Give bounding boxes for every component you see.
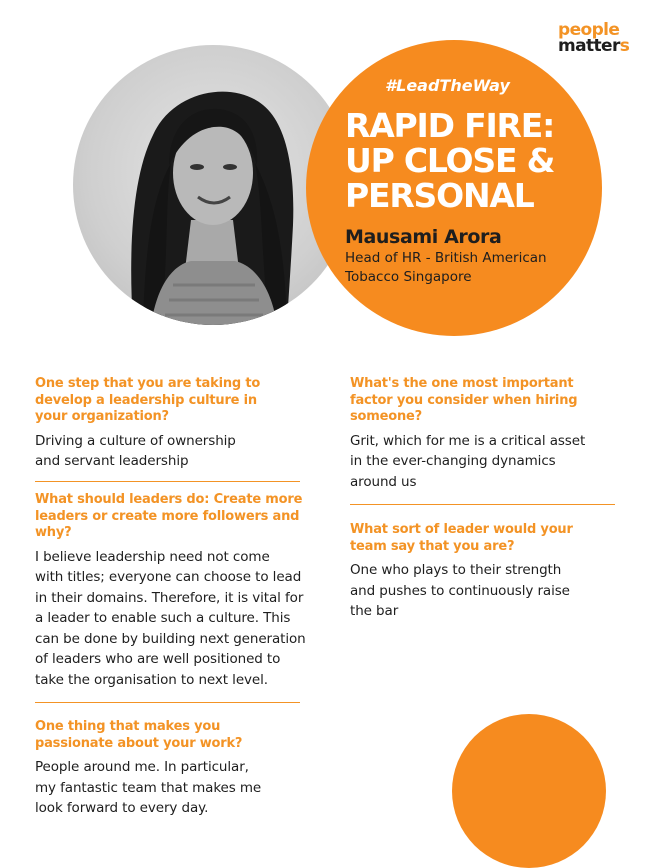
answer-line: Driving a culture of ownership [35, 432, 236, 449]
divider [35, 481, 300, 482]
question [35, 376, 325, 426]
logo-line-2-main: matter [558, 36, 620, 56]
answer-line: a leader to enable such a culture. This [35, 610, 291, 626]
answer [35, 547, 325, 691]
qa-block-leaders-or-followers [35, 492, 325, 690]
question-line: One thing that makes you [35, 719, 221, 734]
answer-line: and servant leadership [35, 453, 189, 469]
question [350, 376, 640, 426]
question [35, 719, 325, 752]
answer-line: I believe leadership need not come [35, 548, 270, 565]
logo-line-2 [558, 38, 648, 54]
answer-line: can be done by building next generation [35, 630, 306, 647]
people-matters-logo [558, 22, 648, 54]
qa-block-hiring [350, 376, 640, 492]
question-line: What's the one most important [350, 376, 574, 391]
qa-block-leadership-culture [35, 376, 325, 472]
headline-line: RAPID FIRE: [345, 106, 555, 145]
question-line: What sort of leader would your [350, 522, 573, 537]
answer-line: of leaders who are well positioned to [35, 651, 281, 667]
question-line: team say that you are? [350, 538, 515, 554]
question-line: One step that you are taking to [35, 376, 261, 391]
question-line: why? [35, 525, 72, 540]
answer-line: look forward to every day. [35, 800, 209, 816]
person-role [345, 249, 585, 287]
headline-line: UP CLOSE & [345, 141, 555, 180]
answer-line: with titles; everyone can choose to lead [35, 569, 302, 585]
answer-line: and pushes to continuously raise [350, 582, 570, 599]
question-line: factor you consider when hiring [350, 392, 578, 408]
answer-line: Grit, which for me is a critical asset [350, 432, 586, 449]
role-line: Head of HR - British American [345, 250, 547, 266]
answer-line: in their domains. Therefore, it is vital for [35, 589, 304, 606]
answer-line: around us [350, 473, 417, 490]
answer-line: my fantastic team that makes me [35, 779, 262, 796]
logo-line-1: people [558, 20, 620, 40]
question-line: passionate about your work? [35, 735, 243, 751]
answer-line: One who plays to their strength [350, 562, 562, 578]
question-line: your organization? [35, 409, 169, 424]
logo-line-2-end: s [619, 36, 630, 56]
role-line: Tobacco Singapore [345, 269, 472, 285]
qa-block-leader-type [350, 522, 640, 622]
answer [35, 757, 325, 819]
divider [350, 504, 615, 505]
hashtag: #LeadTheWay [385, 76, 510, 95]
headline-line: PERSONAL [345, 176, 534, 215]
answer [350, 560, 640, 622]
headline [345, 108, 605, 213]
answer [350, 431, 640, 493]
decorative-orange-circle [452, 714, 606, 868]
answer-line: take the organisation to next level. [35, 671, 268, 688]
answer [35, 431, 325, 472]
qa-block-passion [35, 719, 325, 819]
person-name: Mausami Arora [345, 226, 502, 248]
divider [35, 702, 300, 703]
answer-line: the bar [350, 603, 399, 619]
question [35, 492, 325, 542]
question [350, 522, 640, 555]
question-line: someone? [350, 409, 422, 424]
question-line: leaders or create more followers and [35, 508, 300, 524]
question-line: develop a leadership culture in [35, 392, 257, 408]
answer-line: People around me. In particular, [35, 759, 249, 775]
question-line: What should leaders do: Create more [35, 492, 303, 507]
answer-line: in the ever-changing dynamics [350, 453, 556, 469]
